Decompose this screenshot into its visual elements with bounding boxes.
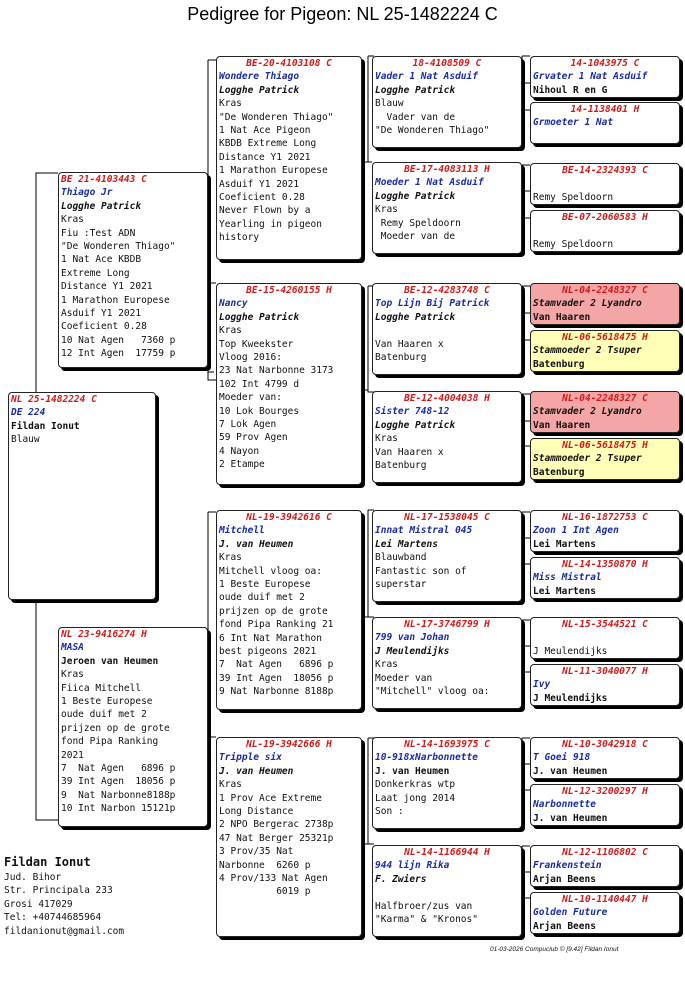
pigeon-info-line: Moeder van:: [219, 392, 282, 404]
pigeon-card-g15[interactable]: [530, 845, 680, 887]
pigeon-card-g9[interactable]: [530, 510, 680, 552]
breeder-name: Fildan Ionut: [4, 855, 91, 869]
pigeon-card-g16[interactable]: [530, 892, 680, 934]
pigeon-name: Narbonnette: [533, 799, 596, 811]
pigeon-name: DE 224: [11, 407, 46, 419]
pigeon-owner: Batenburg: [533, 466, 585, 478]
ring-number: BE-12-4283748 C: [404, 285, 490, 296]
pigeon-info-line: [533, 224, 677, 237]
pigeon-info-line: Kras: [375, 204, 398, 216]
pigeon-info-line: Van Haaren x: [375, 446, 444, 458]
pigeon-name: 10-918xNarbonnette: [375, 752, 478, 764]
pigeon-owner: Van Haaren: [533, 419, 591, 431]
pigeon-info-line: 6 Int Nat Marathon: [219, 632, 322, 644]
pigeon-name: T Goei 918: [533, 752, 591, 764]
pigeon-name: Top Lijn Bij Patrick: [375, 298, 490, 310]
pigeon-owner: Nihoul R en G: [533, 84, 608, 96]
pigeon-card-g13[interactable]: [530, 737, 680, 779]
pigeon-name: Thiago Jr: [61, 187, 113, 199]
ring-number: NL-17-3746799 H: [404, 619, 490, 630]
pigeon-info-line: "De Wonderen Thiago": [375, 125, 490, 137]
pigeon-info-line: Fiu :Test ADN: [61, 227, 136, 239]
pigeon-owner: F. Zwiers: [375, 873, 427, 885]
pigeon-info-line: Distance Y1 2021: [219, 151, 311, 163]
pigeon-owner: Lei Martens: [533, 585, 596, 597]
pigeon-info-line: Fantastic son of: [375, 565, 467, 577]
pigeon-info-line: Asduif Y1 2021: [61, 308, 142, 320]
breeder-line: Jud. Bihor: [4, 872, 62, 883]
pigeon-card-g6[interactable]: [530, 330, 680, 372]
pigeon-name: Frankenstein: [533, 860, 602, 872]
breeder-line: Tel: +40744685964: [4, 912, 102, 924]
pigeon-info-line: Batenburg: [375, 460, 427, 472]
pigeon-card-fmm[interactable]: [372, 391, 522, 483]
breeder-info: [4, 853, 124, 938]
pigeon-info-line: KBDB Extreme Long: [219, 138, 317, 150]
pigeon-info-line: history: [219, 232, 260, 244]
pigeon-name: Innat Mistral 045: [375, 525, 473, 537]
pigeon-card-g5[interactable]: [530, 283, 680, 325]
ring-number: BE 21-4103443 C: [61, 174, 147, 185]
pigeon-card-mm[interactable]: [216, 737, 362, 937]
pigeon-info-line: best pigeons 2021: [219, 646, 317, 658]
pigeon-info-line: 6019 p: [219, 886, 311, 898]
pigeon-info-line: Remy Speldoorn: [533, 191, 614, 203]
pigeon-info-line: Van Haaren x: [375, 338, 444, 350]
ring-number: NL-19-3942666 H: [246, 739, 332, 750]
pigeon-card-g2[interactable]: [530, 102, 680, 144]
ring-number: NL-12-3200297 H: [562, 786, 648, 797]
pigeon-owner: J. van Heumen: [375, 765, 450, 777]
pigeon-info-line: superstar: [375, 579, 427, 591]
ring-number: NL-04-2248327 C: [562, 393, 648, 404]
pigeon-info-line: Mitchell vloog oa:: [219, 565, 322, 577]
pigeon-card-g11[interactable]: [530, 617, 680, 659]
pigeon-name: Grvater 1 Nat Asduif: [533, 71, 648, 83]
pigeon-info-line: 7 Lok Agen: [219, 419, 277, 431]
pigeon-info-line: "De Wonderen Thiago": [61, 241, 176, 253]
pigeon-owner: J. van Heumen: [533, 812, 608, 824]
pigeon-info-line: Vloog 2016:: [219, 352, 282, 364]
pigeon-info-line: 1 Nat Ace Pigeon: [219, 125, 311, 137]
pigeon-info-line: Kras: [219, 325, 242, 337]
pigeon-name: Sister 748-12: [375, 406, 450, 418]
pigeon-info-line: Moeder van: [375, 672, 433, 684]
pigeon-info-line: Moeder van de: [375, 231, 456, 243]
pigeon-name: Miss Mistral: [533, 572, 602, 584]
pigeon-info-line: 9 Nat Narbonne 8188p: [219, 686, 334, 698]
ring-number: NL-11-3040077 H: [562, 666, 648, 677]
footer-credits: 01-03-2026 Compuclub © [9.42] Fildan Ionut: [490, 946, 619, 953]
ring-number: NL-19-3942616 C: [246, 512, 332, 523]
pigeon-info-line: Kras: [219, 98, 242, 110]
pigeon-info-line: 1 Beste Europese: [61, 696, 153, 708]
ring-number: 14-1138401 H: [570, 104, 640, 115]
pigeon-card-mf[interactable]: [216, 510, 362, 710]
pigeon-card-g3[interactable]: [530, 163, 680, 205]
pigeon-card-fff[interactable]: [372, 56, 522, 148]
breeder-line: Grosi 417029: [4, 898, 73, 910]
pigeon-card-ff[interactable]: [216, 56, 362, 260]
pigeon-name: Golden Future: [533, 907, 608, 919]
pigeon-info-line: 102 Int 4799 d: [219, 378, 300, 390]
pigeon-owner: Fildan Ionut: [11, 420, 80, 432]
pigeon-card-g7[interactable]: [530, 391, 680, 433]
pigeon-name: Grmoeter 1 Nat: [533, 117, 614, 129]
pigeon-card-mother[interactable]: [58, 627, 208, 827]
pigeon-name: Nancy: [219, 298, 248, 310]
pigeon-card-g14[interactable]: [530, 784, 680, 826]
ring-number: NL-14-1166944 H: [404, 847, 490, 858]
pigeon-info-line: 2021: [61, 749, 84, 761]
pigeon-card-g4[interactable]: [530, 210, 680, 252]
pigeon-name: Moeder 1 Nat Asduif: [375, 177, 484, 189]
pigeon-info-line: oude duif met 2: [61, 709, 147, 721]
ring-number: BE-20-4103108 C: [246, 58, 332, 69]
pigeon-card-g10[interactable]: [530, 557, 680, 599]
pigeon-owner: Logghe Patrick: [375, 190, 456, 202]
pigeon-info-line: Blauw: [11, 434, 40, 446]
pigeon-owner: J. van Heumen: [219, 765, 294, 777]
ring-number: NL-16-1872753 C: [562, 512, 648, 523]
ring-number: BE-14-2324393 C: [562, 165, 648, 176]
pigeon-info-line: Blauw: [375, 98, 404, 110]
pigeon-owner: Logghe Patrick: [219, 84, 300, 96]
pigeon-info-line: Blauwband: [375, 552, 427, 564]
pigeon-info-line: 3 Prov/35 Nat: [219, 846, 294, 858]
ring-number: NL-15-3544521 C: [562, 619, 648, 630]
pigeon-info-line: Remy Speldoorn: [533, 238, 614, 250]
pigeon-info-line: 59 Prov Agen: [219, 432, 288, 444]
pigeon-info-line: Donkerkras wtp: [375, 779, 456, 791]
pigeon-info-line: 7 Nat Agen 6896 p: [61, 763, 176, 775]
ring-number: NL-14-1693975 C: [404, 739, 490, 750]
pigeon-owner: J Meulendijks: [533, 692, 608, 704]
pigeon-info-line: Kras: [61, 214, 84, 226]
pigeon-owner: Logghe Patrick: [375, 311, 456, 323]
pigeon-info-line: Kras: [219, 552, 242, 564]
pigeon-info-line: 4 Prov/133 Nat Agen: [219, 873, 328, 885]
pigeon-card-root[interactable]: [8, 392, 156, 600]
pigeon-info-line: Fiica Mitchell: [61, 682, 142, 694]
pigeon-info-line: 1 Prov Ace Extreme: [219, 792, 322, 804]
pigeon-name: Ivy: [533, 679, 551, 691]
ring-number: NL-04-2248327 C: [562, 285, 648, 296]
pigeon-info-line: 10 Lok Bourges: [219, 405, 300, 417]
pigeon-name: Wondere Thiago: [219, 71, 300, 83]
pigeon-info-line: 39 Int Agen 18056 p: [61, 776, 176, 788]
pigeon-owner: Lei Martens: [533, 538, 596, 550]
pigeon-owner: Jeroen van Heumen: [61, 655, 159, 667]
pigeon-card-mfm[interactable]: [372, 617, 522, 709]
pigeon-info-line: [533, 631, 677, 644]
pigeon-card-mmm[interactable]: [372, 845, 522, 937]
pigeon-info-line: Long Distance: [219, 806, 294, 818]
pigeon-info-line: 2 Etampe: [219, 459, 265, 471]
pigeon-info-line: fond Pipa Ranking: [61, 736, 159, 748]
ring-number: BE-15-4260155 H: [246, 285, 332, 296]
pigeon-info-line: 1 Marathon Europese: [219, 165, 328, 177]
pigeon-info-line: 2 NPO Bergerac 2738p: [219, 819, 334, 831]
pigeon-name: Tripple six: [219, 752, 282, 764]
pigeon-info-line: 47 Nat Berger 25321p: [219, 832, 334, 844]
pigeon-card-g8[interactable]: [530, 438, 680, 480]
pigeon-owner: Logghe Patrick: [61, 200, 142, 212]
pigeon-info-line: Top Kweekster: [219, 338, 294, 350]
pigeon-info-line: Kras: [375, 659, 398, 671]
ring-number: BE-17-4083113 H: [404, 164, 490, 175]
pigeon-info-line: 4 Nayon: [219, 445, 260, 457]
ring-number: NL-10-1140447 H: [562, 894, 648, 905]
pigeon-card-ffm[interactable]: [372, 162, 522, 254]
pigeon-name: Stamvader 2 Lyandro: [533, 298, 642, 310]
pigeon-info-line: Narbonne 6260 p: [219, 859, 311, 871]
pigeon-info-line: J Meulendijks: [533, 645, 608, 657]
pigeon-info-line: Coeficient 0.28: [219, 192, 305, 204]
pigeon-owner: Logghe Patrick: [375, 84, 456, 96]
pigeon-info-line: prijzen op de grote: [219, 605, 328, 617]
pigeon-info-line: 12 Int Agen 17759 p: [61, 348, 176, 360]
ring-number: 18-4108509 C: [412, 58, 482, 69]
pigeon-info-line: [375, 324, 519, 337]
pigeon-info-line: Yearling in pigeon: [219, 218, 322, 230]
pigeon-name: Vader 1 Nat Asduif: [375, 71, 478, 83]
pigeon-card-g12[interactable]: [530, 664, 680, 706]
pigeon-info-line: 1 Marathon Europese: [61, 294, 170, 306]
pigeon-info-line: 7 Nat Agen 6896 p: [219, 659, 334, 671]
pigeon-card-g1[interactable]: [530, 56, 680, 98]
pigeon-owner: Van Haaren: [533, 311, 591, 323]
breeder-line: Str. Principala 233: [4, 885, 113, 897]
pigeon-info-line: 9 Nat Narbonne8188p: [61, 789, 176, 801]
pigeon-card-fm[interactable]: [216, 283, 362, 485]
page-title: Pedigree for Pigeon: NL 25-1482224 C: [187, 4, 498, 24]
ring-number: NL-14-1350870 H: [562, 559, 648, 570]
pigeon-info-line: Halfbroer/zus van: [375, 900, 473, 912]
pigeon-owner: Batenburg: [533, 358, 585, 370]
pigeon-info-line: Vader van de: [375, 111, 456, 123]
pigeon-info-line: prijzen op de grote: [61, 722, 170, 734]
pigeon-card-fmf[interactable]: [372, 283, 522, 375]
ring-number: NL-10-3042918 C: [562, 739, 648, 750]
ring-number: NL-12-1106802 C: [562, 847, 648, 858]
pigeon-info-line: oude duif met 2: [219, 592, 305, 604]
pigeon-info-line: [375, 886, 519, 899]
pigeon-info-line: Coeficient 0.28: [61, 321, 147, 333]
breeder-email: fildanionut@gmail.com: [4, 925, 125, 937]
pigeon-info-line: "De Wonderen Thiago": [219, 111, 334, 123]
pigeon-info-line: Extreme Long: [61, 267, 130, 279]
ring-number: NL-06-5618475 H: [562, 332, 648, 343]
pigeon-card-mmf[interactable]: [372, 737, 522, 829]
pigeon-card-mff[interactable]: [372, 510, 522, 602]
ring-number: BE-07-2060583 H: [562, 212, 648, 223]
pigeon-info-line: Never Flown by a: [219, 205, 311, 217]
pigeon-info-line: "Mitchell" vloog oa:: [375, 686, 490, 698]
pigeon-info-line: "Karma" & "Kronos": [375, 914, 478, 926]
pigeon-owner: J. van Heumen: [533, 765, 608, 777]
ring-number: NL-06-5618475 H: [562, 440, 648, 451]
pigeon-owner: Lei Martens: [375, 538, 438, 550]
ring-number: BE-12-4004038 H: [404, 393, 490, 404]
pigeon-name: Stammoeder 2 Tsuper: [533, 453, 642, 465]
pigeon-name: Zoon 1 Int Agen: [533, 525, 619, 537]
ring-number: NL 23-9416274 H: [61, 629, 147, 640]
ring-number: NL-17-1538045 C: [404, 512, 490, 523]
pigeon-info-line: 10 Int Narbon 15121p: [61, 803, 176, 815]
pigeon-info-line: Son :: [375, 806, 404, 818]
pigeon-owner: J. van Heumen: [219, 538, 294, 550]
ring-number: NL 25-1482224 C: [11, 394, 97, 405]
pigeon-info-line: [533, 177, 677, 190]
pigeon-info-line: Asduif Y1 2021: [219, 178, 300, 190]
pigeon-owner: J Meulendijks: [375, 645, 450, 657]
pigeon-owner: Logghe Patrick: [219, 311, 300, 323]
pigeon-info-line: 10 Nat Agen 7360 p: [61, 334, 176, 346]
pigeon-owner: Arjan Beens: [533, 920, 596, 932]
pigeon-info-line: Kras: [219, 779, 242, 791]
pigeon-name: Stammoeder 2 Tsuper: [533, 345, 642, 357]
pigeon-owner: Arjan Beens: [533, 873, 596, 885]
pigeon-info-line: Kras: [375, 433, 398, 445]
pigeon-info-line: Laat jong 2014: [375, 792, 456, 804]
pigeon-name: 799 van Johan: [375, 632, 450, 644]
pigeon-owner: Logghe Patrick: [375, 419, 456, 431]
pigeon-info-line: 23 Nat Narbonne 3173: [219, 365, 334, 377]
pigeon-card-father[interactable]: [58, 172, 208, 368]
pigeon-info-line: fond Pipa Ranking 21: [219, 619, 334, 631]
pigeon-info-line: Distance Y1 2021: [61, 281, 153, 293]
ring-number: 14-1043975 C: [570, 58, 640, 69]
pigeon-name: Mitchell: [219, 525, 265, 537]
pigeon-info-line: Remy Speldoorn: [375, 217, 461, 229]
pigeon-info-line: 1 Nat Ace KBDB: [61, 254, 142, 266]
pigeon-info-line: Batenburg: [375, 352, 427, 364]
pigeon-name: Stamvader 2 Lyandro: [533, 406, 642, 418]
pigeon-info-line: 1 Beste Europese: [219, 579, 311, 591]
pigeon-info-line: 39 Int Agen 18056 p: [219, 672, 334, 684]
pigeon-name: MASA: [61, 642, 84, 654]
pigeon-info-line: Kras: [61, 669, 84, 681]
pigeon-name: 944 lijn Rika: [375, 860, 450, 872]
